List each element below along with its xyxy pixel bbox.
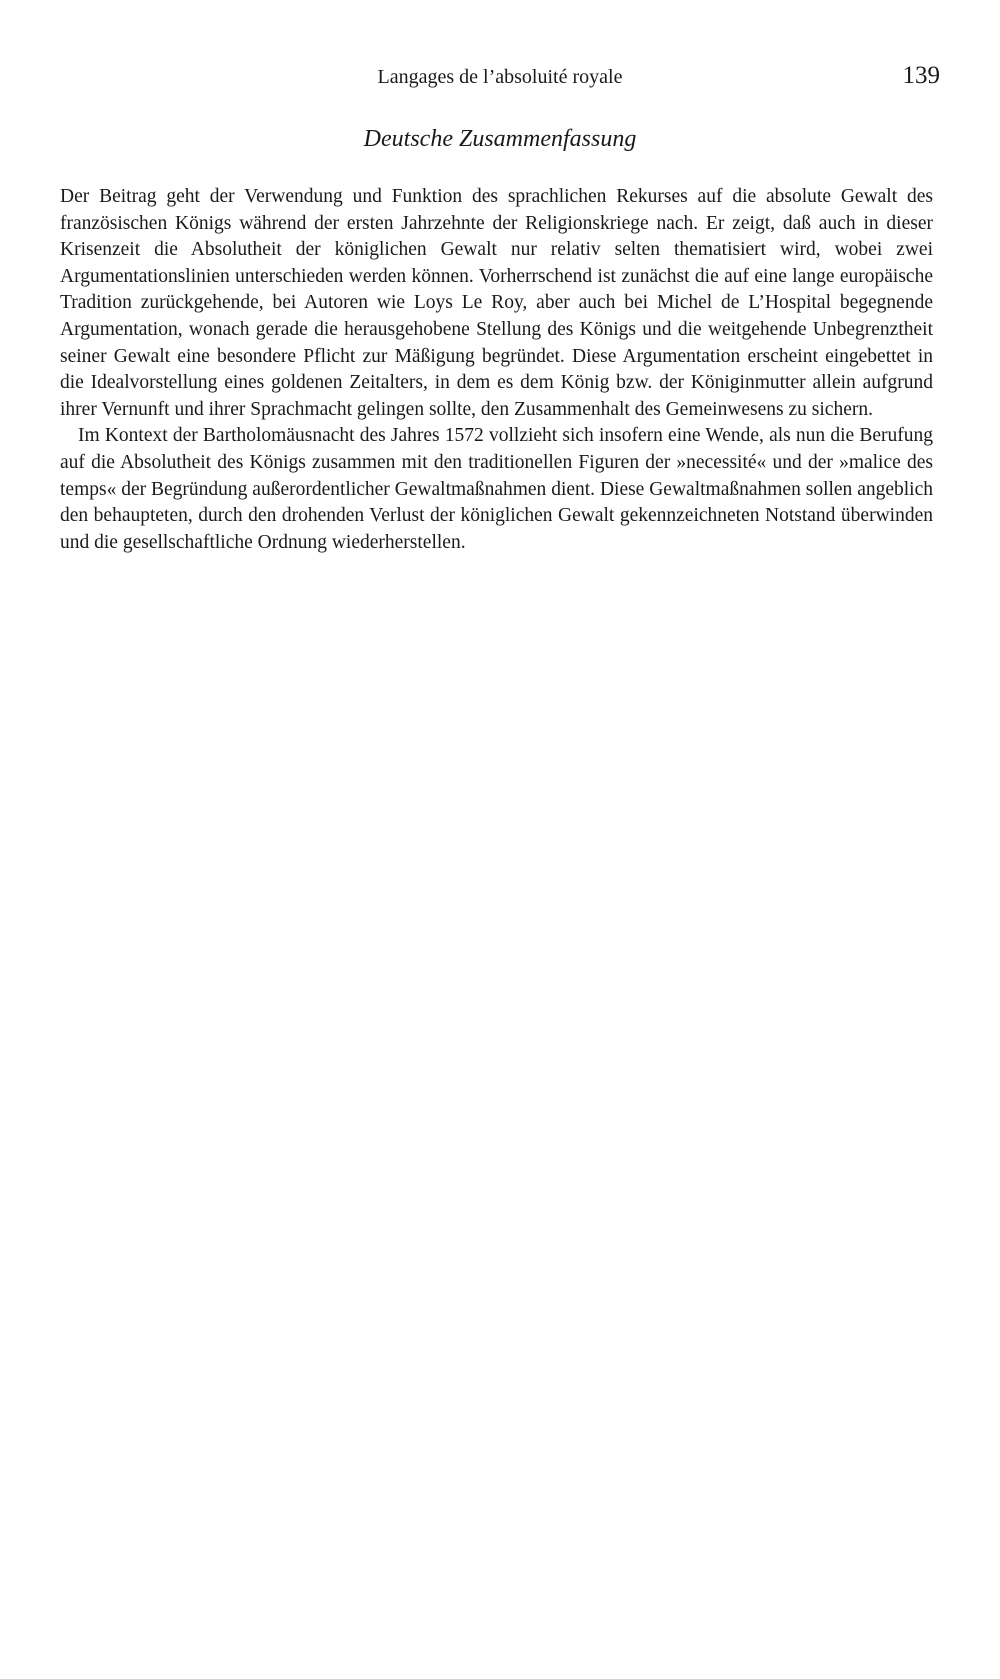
page-number: 139: [902, 62, 940, 89]
paragraph: Der Beitrag geht der Verwendung und Funktion des sprachlichen Rekurses auf die absolute Gewalt des französischen Königs während der ersten Jahrzehnte der Religionskriege nach. Er zeigt, daß auch in dieser Krisenzeit die Absolutheit der königlichen Gewalt nur relativ selten thematisiert wird, wobei zwei Argumentationslinien unterschieden werden können. Vorherrschend ist zunächst die auf eine lange europäische Tradition zurückgehende, bei Autoren wie Loys Le Roy, aber auch bei Michel de L’Hospital begegnende Argumentation, wonach gerade die herausgehobene Stellung des Königs und die weitgehende Unbegrenztheit seiner Gewalt eine besondere Pflicht zur Mäßigung begründet. Diese Argumentation erscheint eingebettet in die Idealvorstellung eines goldenen Zeitalters, in dem es dem König bzw. der Königinmutter allein aufgrund ihrer Vernunft und ihrer Sprachmacht gelingen sollte, den Zusammenhalt des Gemeinwesens zu sichern.: [60, 186, 933, 420]
running-head: [60, 62, 940, 92]
paragraph: Im Kontext der Bartholomäusnacht des Jahres 1572 vollzieht sich insofern eine Wende, als nun die Berufung auf die Absolutheit des Königs zusammen mit den traditionellen Figuren der »necessité« und der »malice des temps« der Begründung außerordentlicher Gewaltmaßnahmen dient. Diese Gewaltmaßnahmen sollen angeblich den behaupteten, durch den drohenden Verlust der königlichen Gewalt gekennzeichneten Notstand überwinden und die gesellschaftliche Ordnung wiederherstellen.: [60, 425, 933, 553]
section-title: Deutsche Zusammenfassung: [363, 126, 637, 152]
summary-body: [60, 184, 933, 556]
running-title: Langages de l’absoluité royale: [377, 66, 623, 88]
